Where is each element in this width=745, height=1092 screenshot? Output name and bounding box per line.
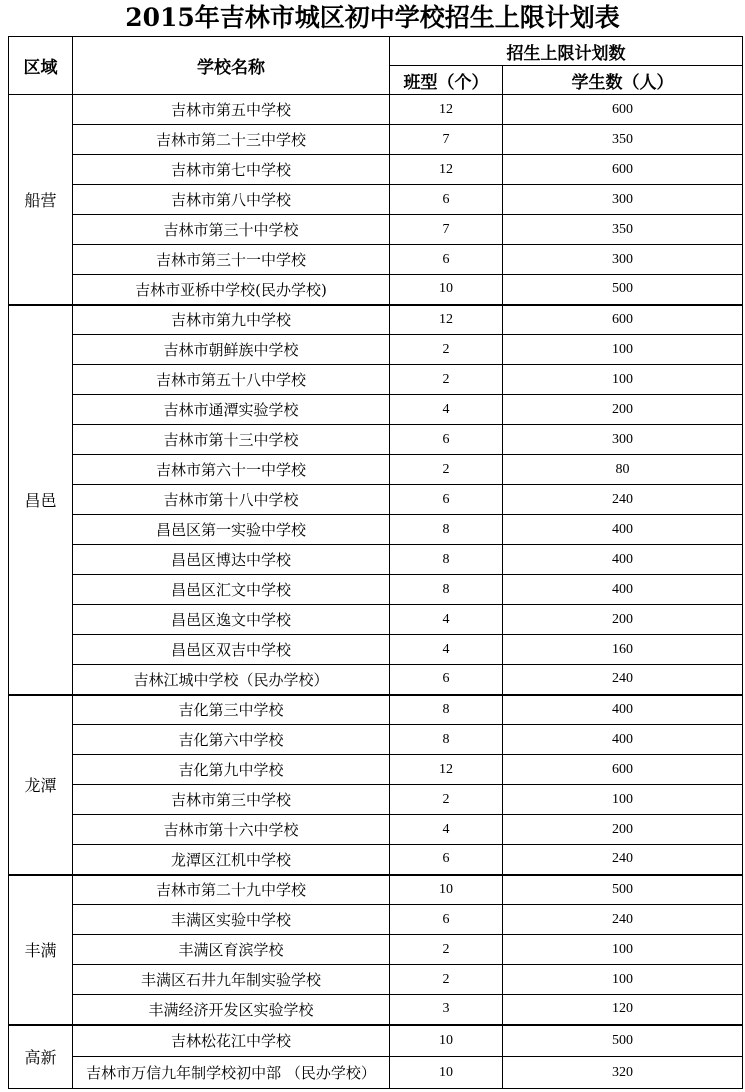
student-count-cell: 500 (503, 275, 743, 305)
class-count-cell: 2 (390, 785, 503, 815)
table-row (9, 1025, 743, 1057)
class-count-cell: 3 (390, 995, 503, 1025)
class-count-cell: 10 (390, 1025, 503, 1057)
table-row (9, 365, 743, 395)
school-name-cell: 吉林松花江中学校 (73, 1025, 390, 1057)
table-row (9, 965, 743, 995)
region-cell: 高新 (9, 1025, 73, 1089)
enrollment-table (8, 36, 743, 1089)
student-count-cell: 400 (503, 545, 743, 575)
student-count-cell: 160 (503, 635, 743, 665)
table-row (9, 905, 743, 935)
table-row (9, 305, 743, 335)
class-count-cell: 2 (390, 965, 503, 995)
table-row (9, 785, 743, 815)
student-count-cell: 240 (503, 485, 743, 515)
table-row (9, 395, 743, 425)
school-name-cell: 丰满区实验中学校 (73, 905, 390, 935)
student-count-cell: 100 (503, 365, 743, 395)
table-row (9, 155, 743, 185)
header-enrollment-plan: 招生上限计划数 (390, 37, 743, 66)
table-row (9, 815, 743, 845)
class-count-cell: 4 (390, 395, 503, 425)
class-count-cell: 4 (390, 815, 503, 845)
table-row (9, 605, 743, 635)
table-row (9, 95, 743, 125)
school-name-cell: 吉化第六中学校 (73, 725, 390, 755)
school-name-cell: 昌邑区双吉中学校 (73, 635, 390, 665)
table-header (9, 37, 743, 95)
table-row (9, 935, 743, 965)
header-class-count: 班型（个） (390, 66, 503, 95)
student-count-cell: 240 (503, 905, 743, 935)
student-count-cell: 600 (503, 755, 743, 785)
school-name-cell: 昌邑区第一实验中学校 (73, 515, 390, 545)
table-row (9, 1057, 743, 1089)
region-cell: 昌邑 (9, 305, 73, 695)
school-name-cell: 吉林市第二十九中学校 (73, 875, 390, 905)
student-count-cell: 500 (503, 1025, 743, 1057)
region-cell: 丰满 (9, 875, 73, 1025)
student-count-cell: 600 (503, 95, 743, 125)
table-row (9, 725, 743, 755)
table-title: 2015年吉林市城区初中学校招生上限计划表 (125, 3, 620, 32)
class-count-cell: 6 (390, 425, 503, 455)
table-row (9, 275, 743, 305)
student-count-cell: 100 (503, 935, 743, 965)
class-count-cell: 2 (390, 455, 503, 485)
class-count-cell: 6 (390, 185, 503, 215)
student-count-cell: 100 (503, 785, 743, 815)
header-student-count: 学生数（人） (503, 66, 743, 95)
class-count-cell: 12 (390, 95, 503, 125)
student-count-cell: 80 (503, 455, 743, 485)
class-count-cell: 10 (390, 875, 503, 905)
school-name-cell: 吉林江城中学校（民办学校） (73, 665, 390, 695)
school-name-cell: 吉林市第十八中学校 (73, 485, 390, 515)
class-count-cell: 8 (390, 575, 503, 605)
school-name-cell: 吉林市通潭实验学校 (73, 395, 390, 425)
student-count-cell: 300 (503, 185, 743, 215)
student-count-cell: 320 (503, 1057, 743, 1089)
school-name-cell: 吉林市第五十八中学校 (73, 365, 390, 395)
school-name-cell: 吉林市万信九年制学校初中部 （民办学校） (73, 1057, 390, 1089)
school-name-cell: 吉林市第五中学校 (73, 95, 390, 125)
table-row (9, 455, 743, 485)
table-row (9, 635, 743, 665)
table-row (9, 995, 743, 1025)
student-count-cell: 300 (503, 425, 743, 455)
school-name-cell: 吉林市第九中学校 (73, 305, 390, 335)
table-row (9, 185, 743, 215)
student-count-cell: 600 (503, 305, 743, 335)
student-count-cell: 400 (503, 575, 743, 605)
class-count-cell: 2 (390, 935, 503, 965)
student-count-cell: 200 (503, 815, 743, 845)
school-name-cell: 丰满区石井九年制实验学校 (73, 965, 390, 995)
table-row (9, 515, 743, 545)
table-row (9, 125, 743, 155)
class-count-cell: 4 (390, 605, 503, 635)
student-count-cell: 120 (503, 995, 743, 1025)
school-name-cell: 吉林市第三十中学校 (73, 215, 390, 245)
student-count-cell: 400 (503, 725, 743, 755)
table-row (9, 875, 743, 905)
class-count-cell: 10 (390, 1057, 503, 1089)
school-name-cell: 丰满区育滨学校 (73, 935, 390, 965)
class-count-cell: 8 (390, 545, 503, 575)
class-count-cell: 6 (390, 845, 503, 875)
table-row (9, 755, 743, 785)
header-region: 区域 (9, 37, 73, 95)
class-count-cell: 12 (390, 155, 503, 185)
school-name-cell: 龙潭区江机中学校 (73, 845, 390, 875)
school-name-cell: 吉林市第八中学校 (73, 185, 390, 215)
student-count-cell: 240 (503, 665, 743, 695)
class-count-cell: 12 (390, 755, 503, 785)
student-count-cell: 600 (503, 155, 743, 185)
table-row (9, 845, 743, 875)
student-count-cell: 500 (503, 875, 743, 905)
table-row (9, 575, 743, 605)
student-count-cell: 200 (503, 605, 743, 635)
student-count-cell: 100 (503, 965, 743, 995)
class-count-cell: 2 (390, 335, 503, 365)
region-cell: 船营 (9, 95, 73, 305)
school-name-cell: 吉林市亚桥中学校(民办学校) (73, 275, 390, 305)
table-row (9, 425, 743, 455)
school-name-cell: 吉林市第七中学校 (73, 155, 390, 185)
table-row (9, 695, 743, 725)
school-name-cell: 吉林市第二十三中学校 (73, 125, 390, 155)
school-name-cell: 吉林市第十六中学校 (73, 815, 390, 845)
school-name-cell: 昌邑区逸文中学校 (73, 605, 390, 635)
table-row (9, 335, 743, 365)
school-name-cell: 丰满经济开发区实验学校 (73, 995, 390, 1025)
class-count-cell: 7 (390, 125, 503, 155)
class-count-cell: 8 (390, 515, 503, 545)
class-count-cell: 6 (390, 485, 503, 515)
class-count-cell: 6 (390, 665, 503, 695)
student-count-cell: 400 (503, 515, 743, 545)
class-count-cell: 8 (390, 695, 503, 725)
table-row (9, 215, 743, 245)
table-row (9, 485, 743, 515)
school-name-cell: 吉林市朝鲜族中学校 (73, 335, 390, 365)
student-count-cell: 100 (503, 335, 743, 365)
school-name-cell: 吉林市第十三中学校 (73, 425, 390, 455)
region-cell: 龙潭 (9, 695, 73, 875)
student-count-cell: 400 (503, 695, 743, 725)
student-count-cell: 240 (503, 845, 743, 875)
class-count-cell: 12 (390, 305, 503, 335)
class-count-cell: 8 (390, 725, 503, 755)
table-body (9, 95, 743, 1089)
school-name-cell: 吉林市第三十一中学校 (73, 245, 390, 275)
header-school-name: 学校名称 (73, 37, 390, 95)
school-name-cell: 吉化第三中学校 (73, 695, 390, 725)
class-count-cell: 7 (390, 215, 503, 245)
school-name-cell: 吉林市第三中学校 (73, 785, 390, 815)
class-count-cell: 6 (390, 905, 503, 935)
student-count-cell: 200 (503, 395, 743, 425)
class-count-cell: 10 (390, 275, 503, 305)
school-name-cell: 吉化第九中学校 (73, 755, 390, 785)
table-row (9, 665, 743, 695)
school-name-cell: 昌邑区汇文中学校 (73, 575, 390, 605)
student-count-cell: 350 (503, 215, 743, 245)
table-row (9, 245, 743, 275)
class-count-cell: 2 (390, 365, 503, 395)
school-name-cell: 吉林市第六十一中学校 (73, 455, 390, 485)
class-count-cell: 6 (390, 245, 503, 275)
student-count-cell: 300 (503, 245, 743, 275)
student-count-cell: 350 (503, 125, 743, 155)
table-row (9, 545, 743, 575)
class-count-cell: 4 (390, 635, 503, 665)
school-name-cell: 昌邑区博达中学校 (73, 545, 390, 575)
